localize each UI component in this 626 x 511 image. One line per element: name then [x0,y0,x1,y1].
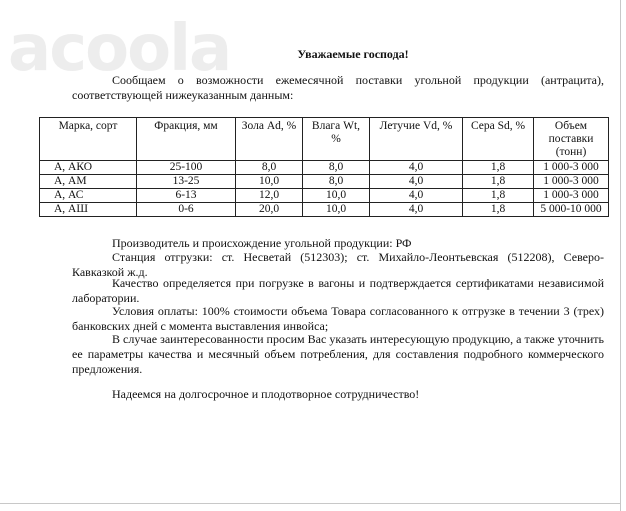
cell-volume: 1 000-3 000 [534,175,609,189]
table-row [40,203,609,217]
cell-brand: А, АШ [40,203,137,217]
payment-paragraph: Условия оплаты: 100% стоимости объема Товара согласованного к отгрузке в течении 3 (трех) банковских дней с момента выставления инвойса; [72,304,604,333]
cell-sulfur: 1,8 [463,175,534,189]
table-row [40,189,609,203]
header-brand: Марка, сорт [40,118,137,161]
cell-sulfur: 1,8 [463,161,534,175]
cell-ash: 8,0 [236,161,303,175]
cell-sulfur: 1,8 [463,189,534,203]
cell-volume: 5 000-10 000 [534,203,609,217]
cell-volume: 1 000-3 000 [534,161,609,175]
cell-moisture: 8,0 [303,161,370,175]
header-volume: Объем поставки (тонн) [534,118,609,161]
producer-paragraph: Производитель и происхождение угольной продукции: РФ [112,236,412,250]
header-sulfur: Сера Sd, % [463,118,534,161]
intro-paragraph: Сообщаем о возможности ежемесячной поставки угольной продукции (антрацита), соответствующей нижеуказанным данным: [72,73,604,102]
cell-volatile: 4,0 [370,203,463,217]
page-edge-right [620,0,621,511]
page-edge-bottom [0,503,621,504]
coal-spec-table [39,117,609,217]
cell-volatile: 4,0 [370,189,463,203]
header-ash: Зола Ad, % [236,118,303,161]
cell-moisture: 10,0 [303,203,370,217]
closing-paragraph: Надеемся на долгосрочное и плодотворное сотрудничество! [112,387,420,401]
cell-volatile: 4,0 [370,175,463,189]
cell-fraction: 25-100 [137,161,236,175]
station-paragraph: Станция отгрузки: ст. Несветай (512303); ст. Михайло-Леонтьевская (512208), Северо-Кавказкой ж.д. [72,250,604,279]
quality-paragraph: Качество определяется при погрузке в вагоны и подтверждается сертификатами независимой лаборатории. [72,276,604,305]
site-watermark-logo: acoola [8,12,231,86]
interest-paragraph: В случае заинтересованности просим Вас указать интересующую продукцию, а также уточнить ее параметры качества и месячный объем потребления, для составления подробного коммерческого предложения. [72,332,604,376]
header-moisture: Влага Wt, % [303,118,370,161]
header-fraction: Фракция, мм [137,118,236,161]
cell-brand: А, АМ [40,175,137,189]
cell-fraction: 13-25 [137,175,236,189]
cell-moisture: 10,0 [303,189,370,203]
header-volatile: Летучие Vd, % [370,118,463,161]
letter-salutation: Уважаемые господа! [297,47,409,61]
table-row [40,175,609,189]
cell-sulfur: 1,8 [463,203,534,217]
cell-volume: 1 000-3 000 [534,189,609,203]
cell-ash: 20,0 [236,203,303,217]
cell-brand: А, АС [40,189,137,203]
cell-fraction: 6-13 [137,189,236,203]
cell-fraction: 0-6 [137,203,236,217]
table-header-row [40,118,609,161]
cell-ash: 10,0 [236,175,303,189]
table-row [40,161,609,175]
cell-brand: А, АКО [40,161,137,175]
cell-volatile: 4,0 [370,161,463,175]
cell-moisture: 8,0 [303,175,370,189]
cell-ash: 12,0 [236,189,303,203]
